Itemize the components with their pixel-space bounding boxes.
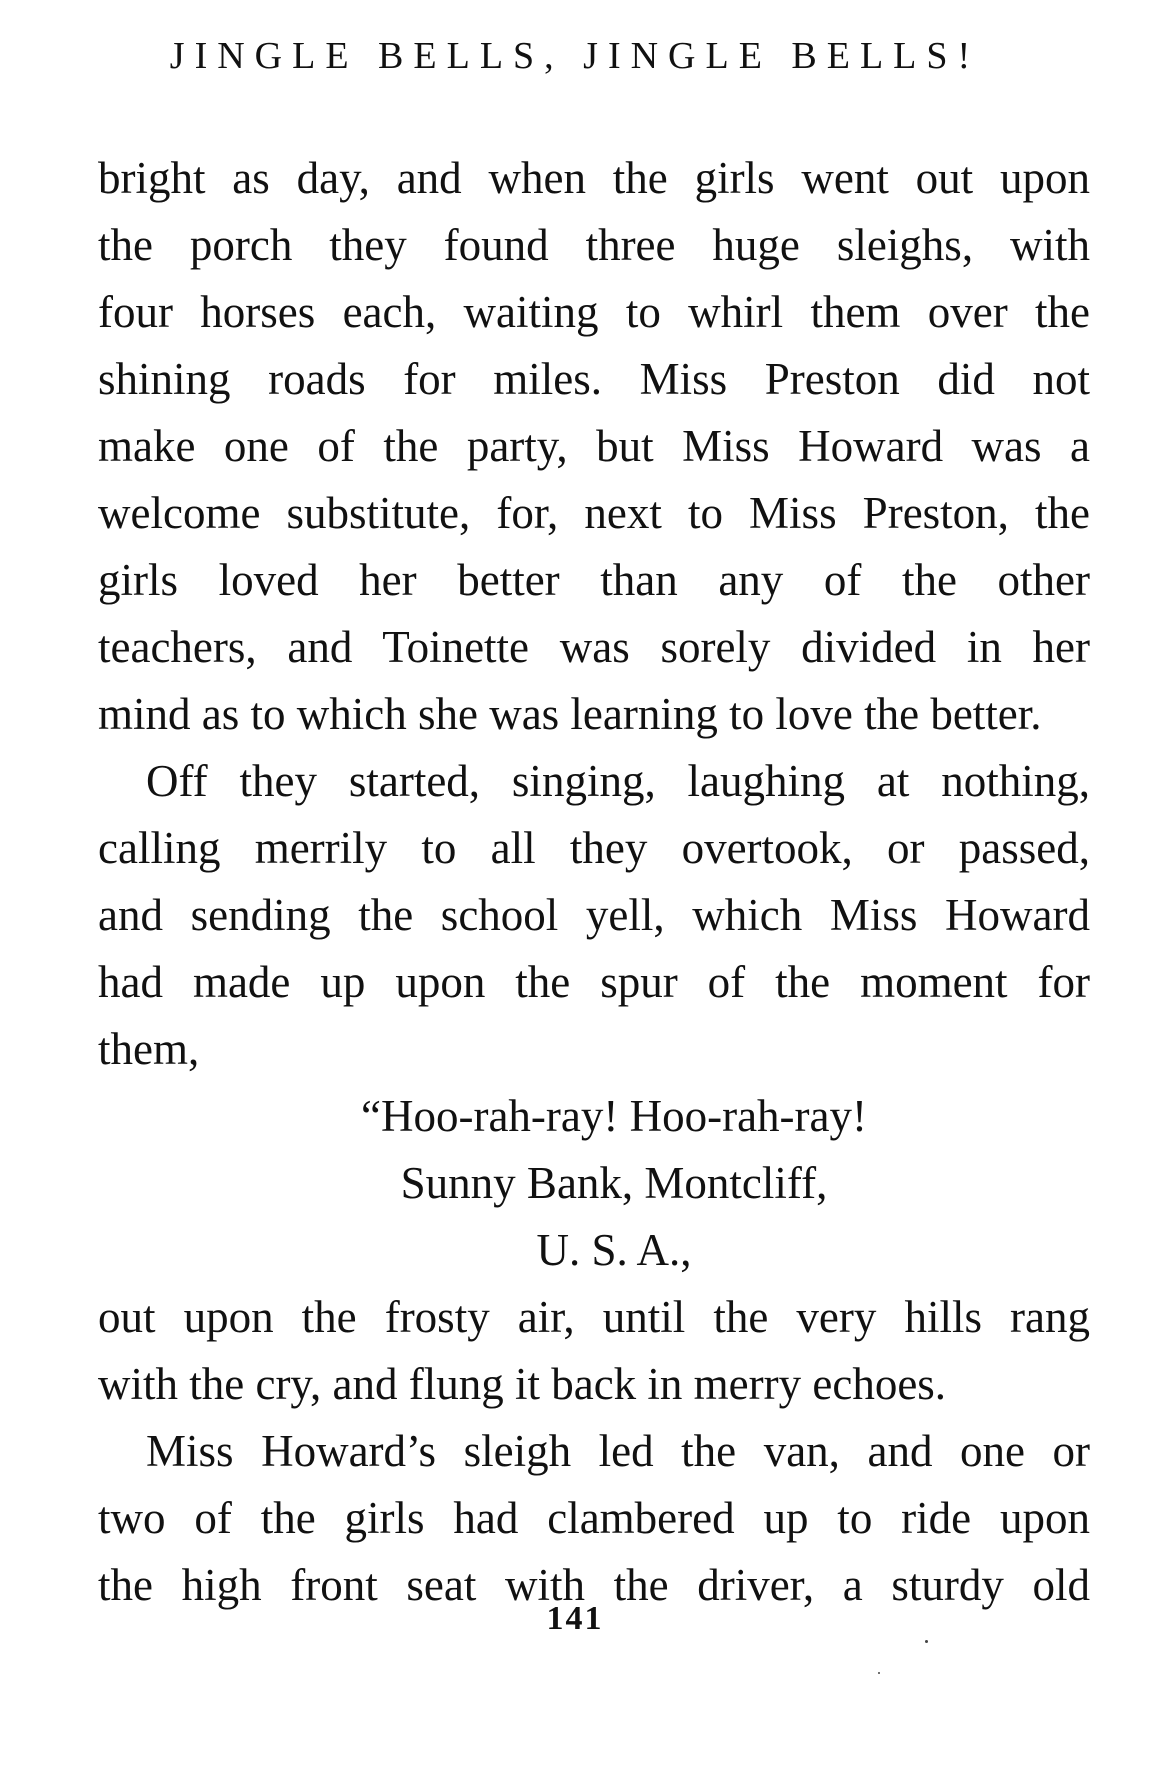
print-speck xyxy=(878,1672,880,1674)
text-line: welcome substitute, for, next to Miss Preston, the xyxy=(98,488,1090,538)
text-line: and sending the school yell, which Miss Howard xyxy=(98,890,1090,940)
paragraph-2 xyxy=(98,748,1090,1083)
verse-line: Sunny Bank, Montcliff, xyxy=(400,1158,828,1208)
paragraph-1 xyxy=(98,145,1090,748)
text-line: calling merrily to all they overtook, or passed, xyxy=(98,823,1090,873)
text-line: had made up upon the spur of the moment for xyxy=(98,957,1090,1007)
text-line: shining roads for miles. Miss Preston did not xyxy=(98,354,1090,404)
text-line: two of the girls had clambered up to ride upon xyxy=(98,1493,1090,1543)
text-line: four horses each, waiting to whirl them over the xyxy=(98,287,1090,337)
text-line: Miss Howard’s sleigh led the van, and one or xyxy=(146,1426,1090,1476)
body-text xyxy=(98,145,1090,1619)
verse-line: “Hoo-rah-ray! Hoo-rah-ray! xyxy=(361,1091,867,1141)
verse-line: U. S. A., xyxy=(536,1225,692,1275)
page-number: 141 xyxy=(546,1600,604,1637)
text-line: mind as to which she was learning to love the better. xyxy=(98,689,1042,739)
text-line: Off they started, singing, laughing at nothing, xyxy=(146,756,1090,806)
paragraph-3 xyxy=(98,1284,1090,1418)
text-line: with the cry, and flung it back in merry echoes. xyxy=(98,1359,947,1409)
print-speck xyxy=(925,1640,928,1643)
text-line: the porch they found three huge sleighs, with xyxy=(98,220,1090,270)
text-line: girls loved her better than any of the other xyxy=(98,555,1090,605)
text-line: bright as day, and when the girls went out upon xyxy=(98,153,1090,203)
text-line: teachers, and Toinette was sorely divided in her xyxy=(98,622,1090,672)
paragraph-4 xyxy=(98,1418,1090,1619)
school-yell xyxy=(98,1083,1090,1284)
text-line: the high front seat with the driver, a sturdy old xyxy=(98,1560,1090,1610)
running-head: JINGLE BELLS, JINGLE BELLS! xyxy=(169,35,981,77)
text-line: out upon the frosty air, until the very hills rang xyxy=(98,1292,1090,1342)
text-line: make one of the party, but Miss Howard was a xyxy=(98,421,1090,471)
text-line: them, xyxy=(98,1024,200,1074)
